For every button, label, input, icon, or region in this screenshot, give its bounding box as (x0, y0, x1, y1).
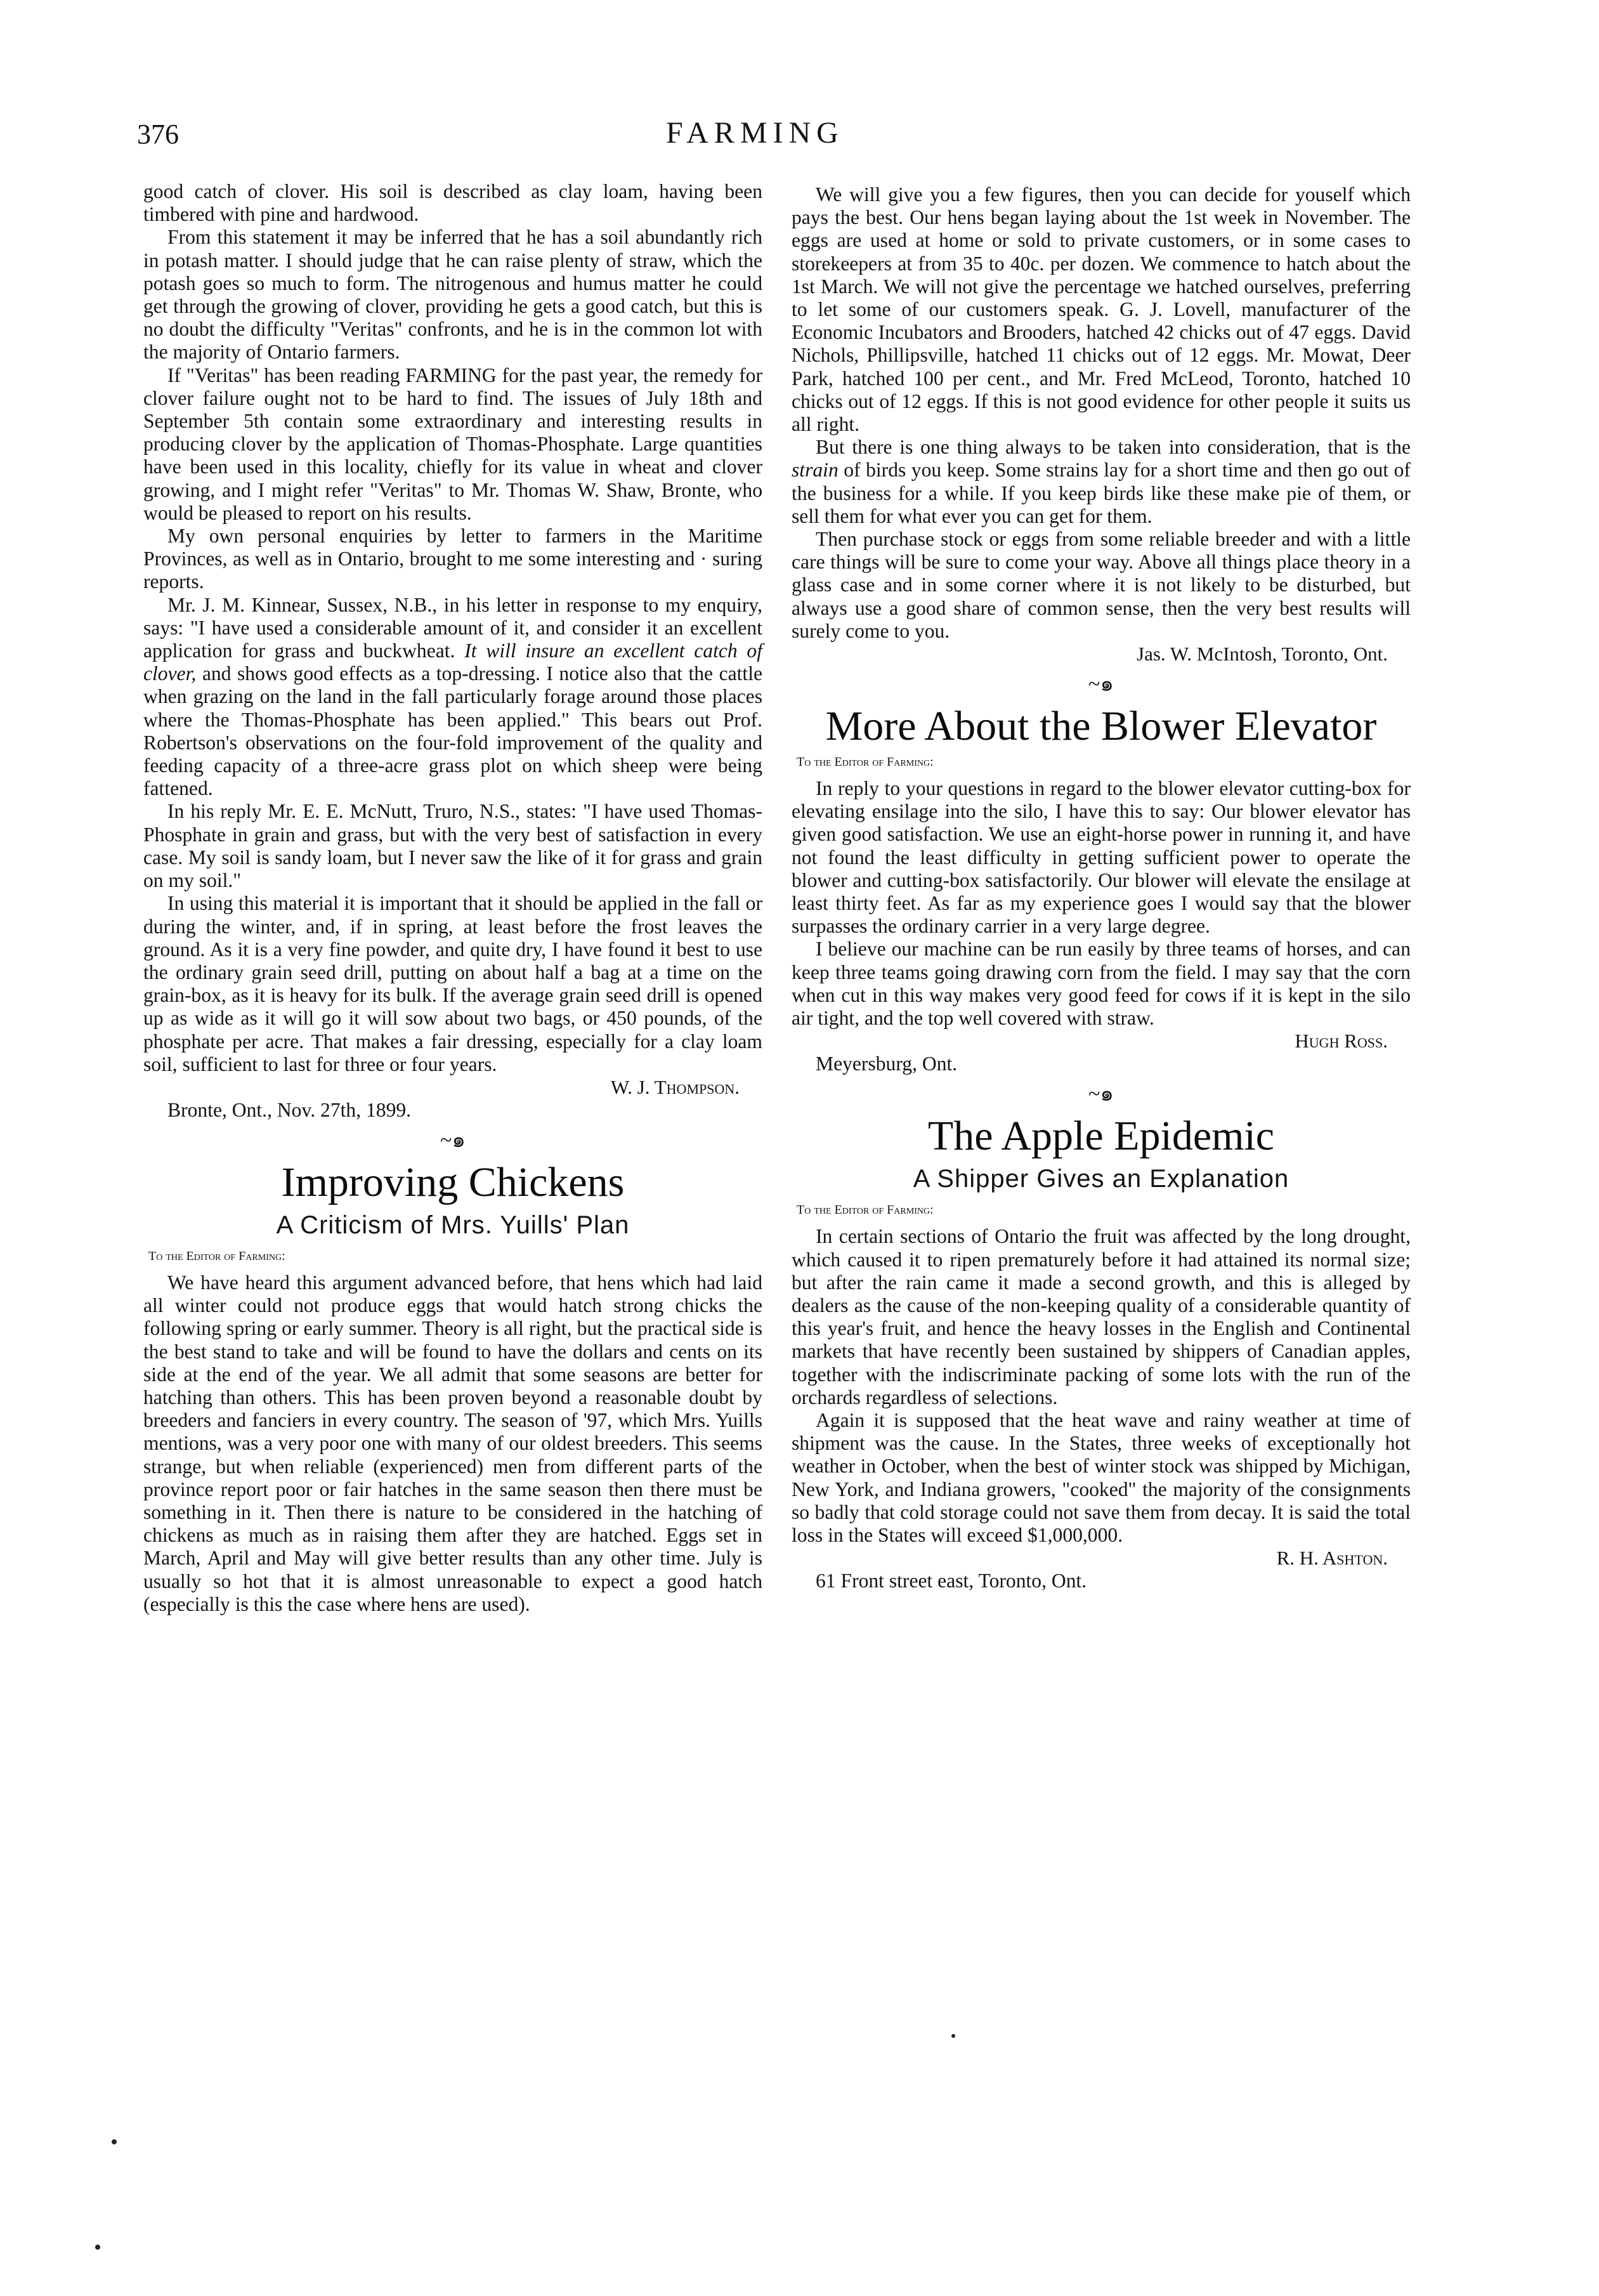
paragraph: In reply to your questions in regard to the blower elevator cutting-box for elevating ensilage into the silo, I have this to say: Our blower elevator has given good satisfaction. We use an eight-horse power in running it, and have not found the least difficulty in getting sufficient power to operate the blower and cutting-box satisfactorily. Our blower will elevate the ensilage at least thirty feet. As far as my experience goes I would say that the blower surpasses the ordinary carrier in a very large degree. (792, 777, 1411, 938)
paragraph-with-italic (792, 436, 1411, 528)
paragraph: My own personal enquiries by letter to farmers in the Maritime Provinces, as well as in Ontario, brought to me some interesting and · suring reports. (143, 525, 762, 593)
paragraph: If "Veritas" has been reading FARMING for the past year, the remedy for clover failure ought not to be hard to find. The issues of July 18th and September 5th contain some extraordinary and interesting results in producing clover by the application of Thomas-Phosphate. Large quantities have been used in this locality, chiefly for its value in wheat and clover growing, and I might refer "Veritas" to Mr. Thomas W. Shaw, Bronte, who would be pleased to report on his results. (143, 364, 762, 524)
paragraph-text: Mr. J. M. Kinnear, Sussex, N.B., in his letter in response to my enquiry, says: "I have used a considerable amount of it, and consider it an excellent application for grass and buckwheat. (143, 593, 762, 662)
to-editor-line: To the Editor of Farming: (148, 1249, 285, 1263)
right-column (792, 183, 1411, 1592)
paragraph: In his reply Mr. E. E. McNutt, Truro, N.S., states: "I have used Thomas-Phosphate in grain and grass, but with the very best of satisfaction in every case. My soil is sandy loam, but I never saw the like of it for grass and grain on my soil." (143, 800, 762, 892)
article-title: More About the Blower Elevator (825, 703, 1377, 750)
paragraph: good catch of clover. His soil is described as clay loam, having been timbered with pine and hardwood. (143, 180, 762, 226)
page-number: 376 (137, 119, 179, 150)
dateline: Bronte, Ont., Nov. 27th, 1899. (167, 1098, 412, 1121)
ornament-icon: ~๑ (1088, 1082, 1114, 1106)
scan-speck (951, 2034, 955, 2038)
scan-speck (95, 2245, 100, 2250)
running-head: FARMING (666, 116, 844, 150)
paragraph: In certain sections of Ontario the fruit was affected by the long drought, which caused it to ripen prematurely before it had attained its normal size; but after the rain came it made a second growth, and this is alleged by dealers as the cause of the non-keeping quality of a considerable quantity of this year's fruit, and hence the heavy losses in the English and Continental markets that have recently been sustained by shippers of Canadian apples, together with the indiscriminate packing of some lots with the run of the orchards regardless of selections. (792, 1225, 1411, 1408)
paragraph: From this statement it may be inferred that he has a soil abundantly rich in potash matter. I should judge that he can raise plenty of straw, which the potash goes so much to form. The nitrogenous and humus matter he could get through the growing of clover, providing he gets a good catch, but this is no doubt the difficulty "Veritas" confronts, and he is in the common lot with the majority of Ontario farmers. (143, 226, 762, 364)
paragraph-with-quote (143, 594, 762, 801)
paragraph-text: of birds you keep. Some strains lay for a short time and then go out of the business for a while. If you keep birds like these make pie of them, or sell them for what ever you can get for them. (792, 459, 1411, 527)
paragraph-text: shows good effects as a top-dressing. I notice also that the cattle when grazing on the land in the fall particularly forage around those places where the Thomas-Phosphate has been applied." This bears out Prof. Robertson's observations on the four-fold improvement of the quality and feeding capacity of a three-acre grass plot on which sheep were being fattened. (143, 662, 762, 800)
article-title: The Apple Epidemic (927, 1113, 1275, 1160)
paragraph: Then purchase stock or eggs from some reliable breeder and with a little care things will be sure to come your way. Above all things place theory in a glass case and in some corner where it is not likely to be disturbed, but always use a good share of common sense, then the very best results will surely come to you. (792, 528, 1411, 642)
signature: R. H. Ashton. (1276, 1547, 1388, 1570)
signature: Hugh Ross. (1295, 1030, 1388, 1053)
ornament-icon: ~๑ (1088, 672, 1114, 697)
italic-word: strain (792, 459, 839, 482)
ornament-icon: ~๑ (440, 1128, 466, 1152)
paragraph-text: and (196, 662, 232, 685)
paragraph: We have heard this argument advanced before, that hens which had laid all winter could not produce eggs that would hatch strong chicks the following spring or early summer. Theory is all right, but the practical side is the best stand to take and will be found to have the dollars and cents on its side at the end of the year. We all admit that some seasons are better for hatching than others. This has been proven beyond a reasonable doubt by breeders and fanciers in every country. The season of '97, which Mrs. Yuills mentions, was a very poor one with many of our oldest breeders. This seems strange, but when reliable (experienced) men from different parts of the province report poor or fair hatches in the same season then there must be something in it. Then there is nature to be considered in the hatching of chickens as much as in raising them after they are hatched. Eggs set in March, April and May will give better results than any other time. July is usually so hot that it is almost unreasonable to expect a good hatch (especially is this the case where hens are used). (143, 1271, 762, 1615)
place-line: Meyersburg, Ont. (816, 1053, 958, 1075)
article-subtitle: A Shipper Gives an Explanation (913, 1165, 1289, 1193)
article-title: Improving Chickens (281, 1158, 625, 1205)
article-subtitle: A Criticism of Mrs. Yuills' Plan (276, 1210, 630, 1239)
to-editor-line: To the Editor of Farming: (797, 1203, 934, 1217)
paragraph: In using this material it is important that it should be applied in the fall or during the winter, and, if in spring, at least before the frost leaves the ground. As it is a very fine powder, and quite dry, I have found it best to use the ordinary grain seed drill, putting on about half a bag at a time on the grain-box, as it is heavy for its bulk. If the average grain seed drill is opened up as wide as it will go it will sow about two bags, or 450 pounds, of the phosphate per acre. That makes a fair dressing, especially for a clay loam soil, sufficient to last for three or four years. (143, 892, 762, 1075)
signature: Jas. W. McIntosh, Toronto, Ont. (1137, 643, 1388, 666)
signature: W. J. Thompson. (610, 1075, 740, 1098)
paragraph: We will give you a few figures, then you can decide for youself which pays the best. Our hens began laying about the 1st week in November. The eggs are used at home or sold to private customers, or in some cases to storekeepers at from 35 to 40c. per dozen. We commence to hatch about the 1st March. We will not give the percentage we hatched ourselves, preferring to let some of our customers speak. G. J. Lovell, manufacturer of the Economic Incubators and Brooders, hatched 42 chicks out of 47 eggs. David Nichols, Phillipsville, hatched 11 chicks out of 12 eggs. Mr. Mowat, Deer Park, hatched 100 per cent., and Mr. Fred McLeod, Toronto, hatched 10 chicks out of 12 eggs. If this is not good evidence for other people it suits us all right. (792, 183, 1411, 436)
address-line: 61 Front street east, Toronto, Ont. (816, 1570, 1087, 1592)
paragraph: Again it is supposed that the heat wave and rainy weather at time of shipment was the cause. In the States, three weeks of exceptionally hot weather in October, when the best of winter stock was shipped by Michigan, New York, and Indiana growers, "cooked" the majority of the consignments so badly that cold storage could not save them from decay. It is said the total loss in the States will exceed $1,000,000. (792, 1408, 1411, 1546)
italic-quote: It will insure an excellent catch of clover, (143, 640, 762, 685)
to-editor-line: To the Editor of Farming: (797, 755, 934, 770)
left-column (143, 180, 762, 1616)
scan-speck (112, 2139, 117, 2144)
paragraph: I believe our machine can be run easily by three teams of horses, and can keep three teams going drawing corn from the field. I may say that the corn when cut in this way makes very good feed for cows if it is kept in the silo air tight, and the top well covered with straw. (792, 938, 1411, 1030)
paragraph-text: But there is one thing always to be taken into consideration, that is the (816, 436, 1411, 459)
